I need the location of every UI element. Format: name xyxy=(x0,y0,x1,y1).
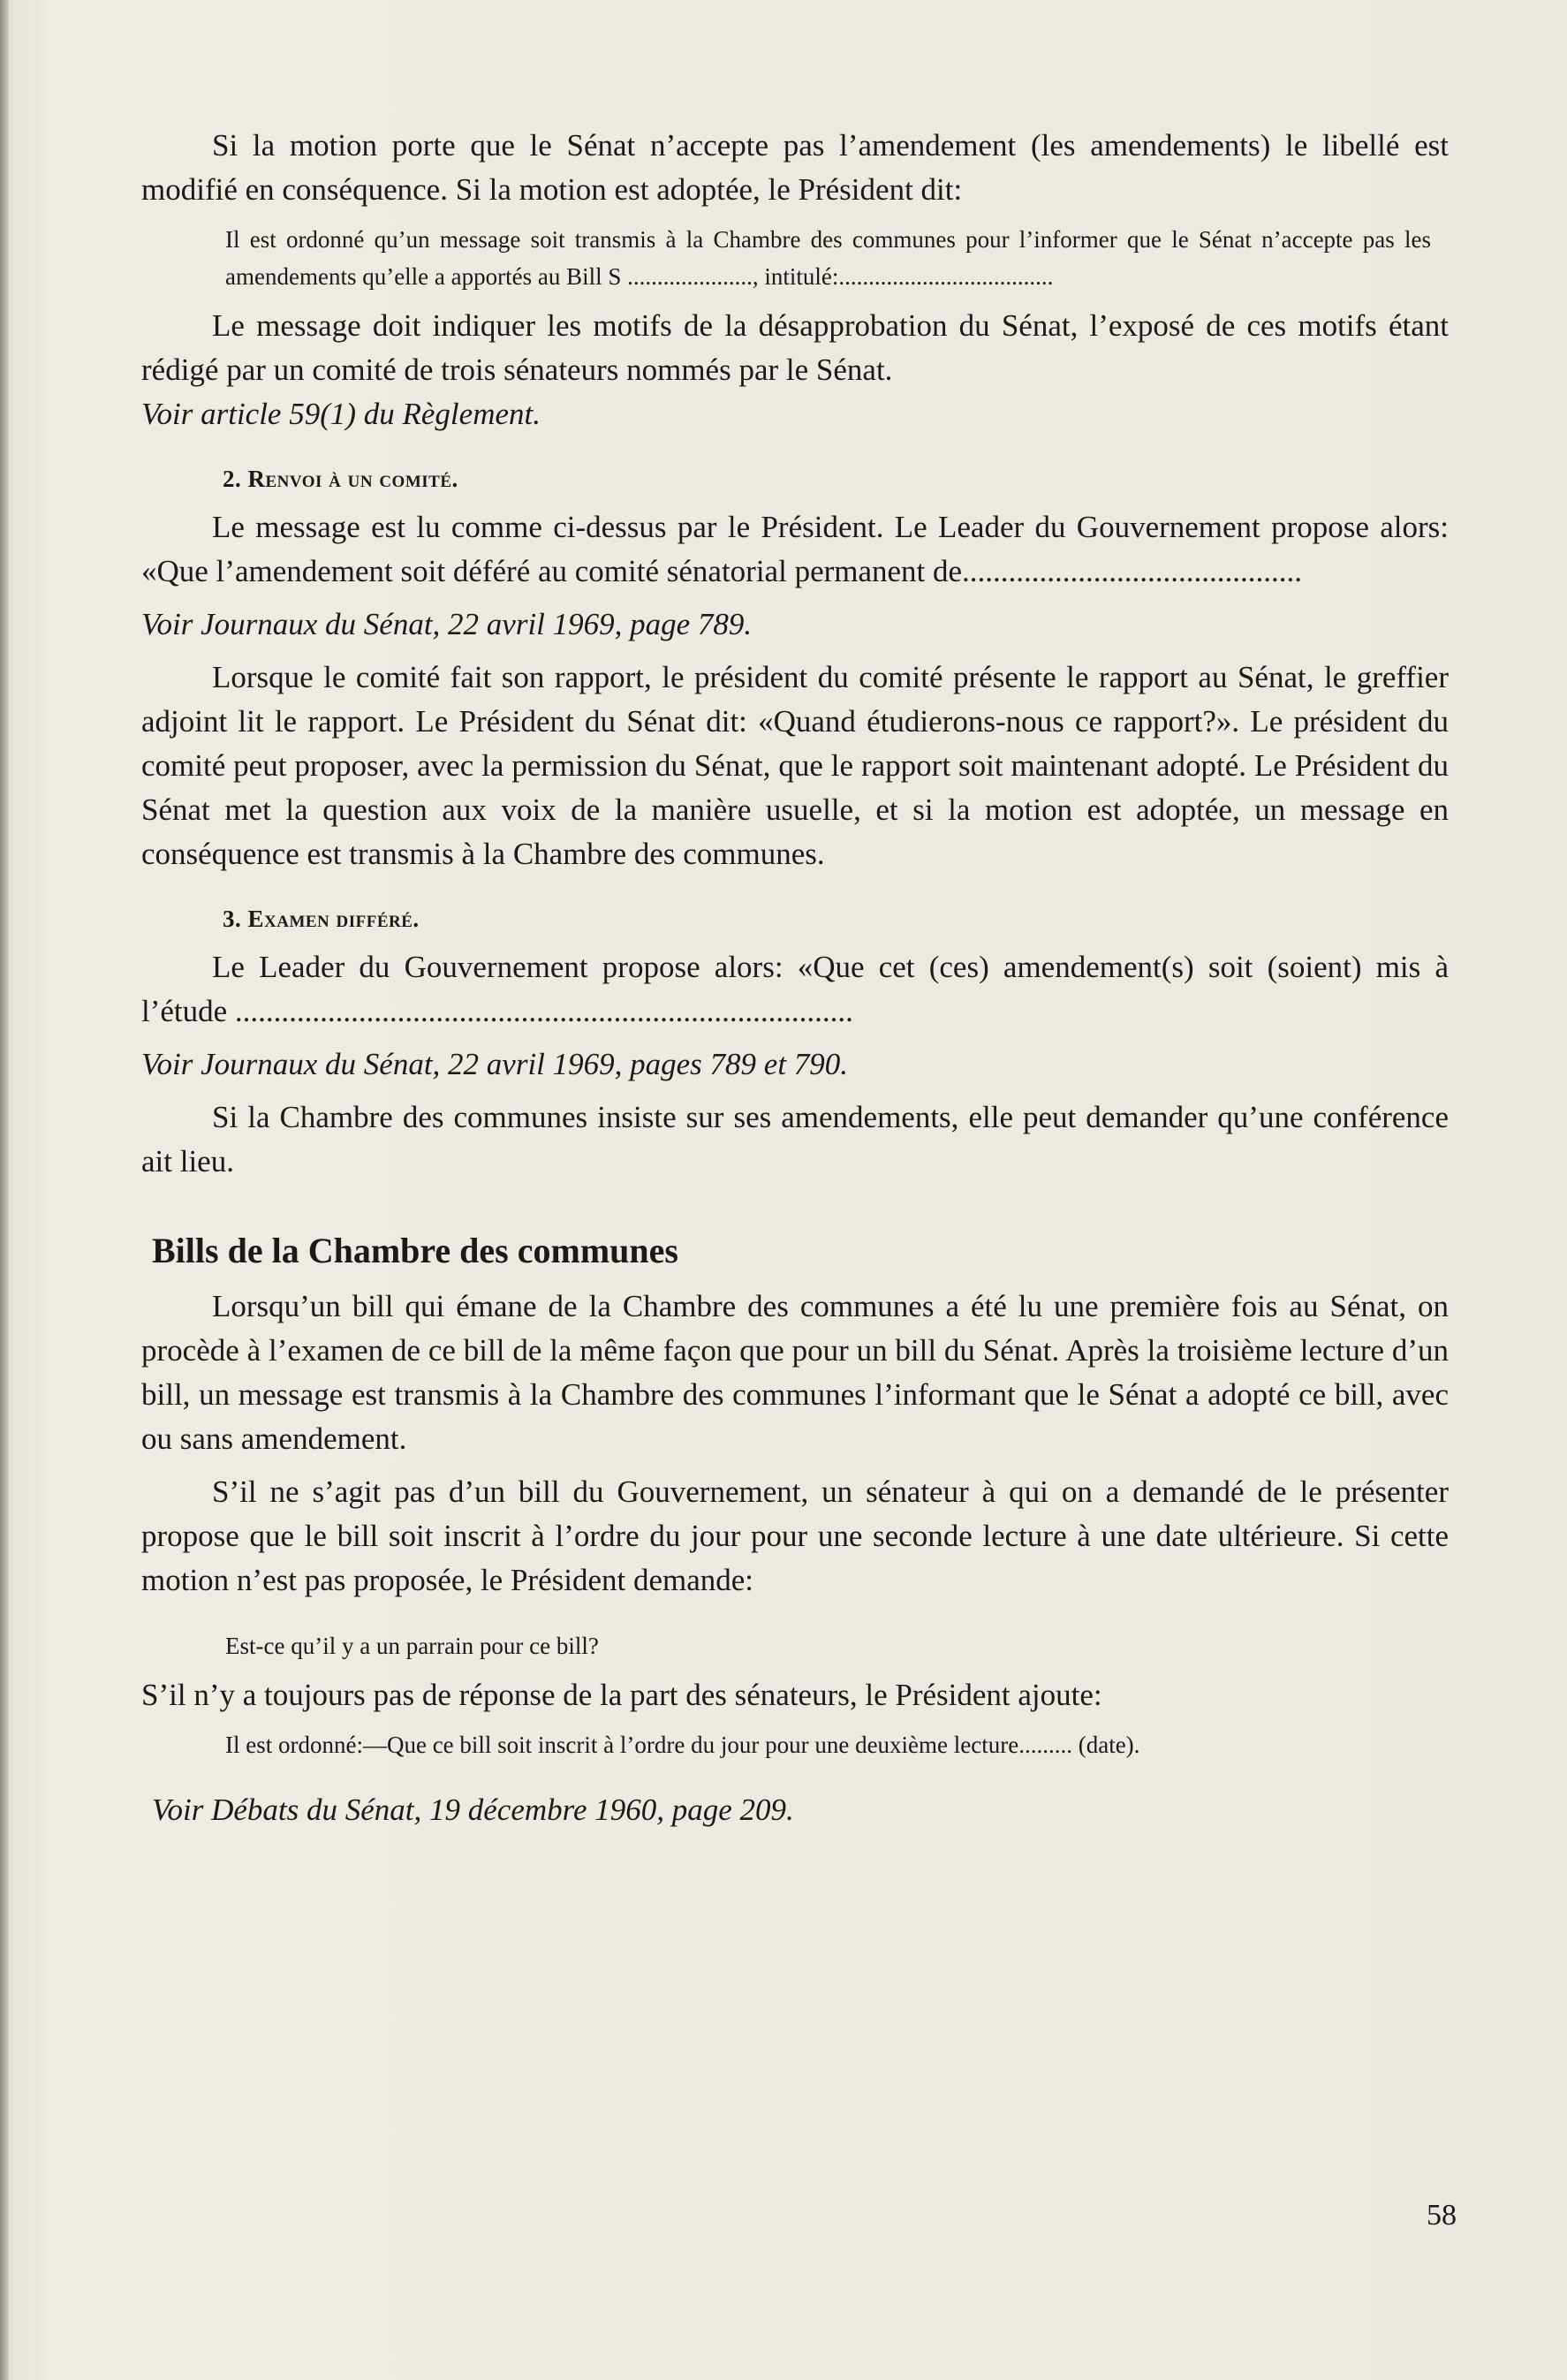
paragraph-no-response: S’il n’y a toujours pas de réponse de la part des sénateurs, le Président ajoute: xyxy=(141,1678,1102,1712)
reference-debates-209: Voir Débats du Sénat, 19 décembre 1960, page 209. xyxy=(152,1793,794,1827)
subheading-committee-referral xyxy=(223,461,1449,496)
paragraph-non-government-bill: S’il ne s’agit pas d’un bill du Gouvernement, un sénateur à qui on a demandé de le présenter propose que le bill soit inscrit à l’ordre du jour pour une seconde lecture à une date ultérieure. Si cette motion n’est pas proposée, le Président demande: xyxy=(141,1474,1449,1597)
subheading-number: 2. xyxy=(223,466,242,492)
page-number: 58 xyxy=(1427,2199,1457,2232)
quote-order-message: Il est ordonné qu’un message soit transmis à la Chambre des communes pour l’informer que le Sénat n’accepte pas les amendements qu’elle a apportés au Bill S ....................., intitulé:.................................... xyxy=(225,226,1431,290)
reference-journals-789: Voir Journaux du Sénat, 22 avril 1969, page 789. xyxy=(141,607,753,641)
paragraph-message-read: Le message est lu comme ci-dessus par le Président. Le Leader du Gouvernement propose alors: «Que l’amendement soit déféré au comité sénatorial permanent de............................................ xyxy=(141,510,1449,588)
reference-journals-789-790: Voir Journaux du Sénat, 22 avril 1969, pages 789 et 790. xyxy=(141,1047,849,1081)
subheading-deferred-examination xyxy=(223,901,1449,936)
paragraph-conference: Si la Chambre des communes insiste sur ses amendements, elle peut demander qu’une conférence ait lieu. xyxy=(141,1100,1449,1179)
paragraph-message-reasons: Le message doit indiquer les motifs de la désapprobation du Sénat, l’exposé de ces motifs étant rédigé par un comité de trois sénateurs nommés par le Sénat. xyxy=(141,308,1449,387)
paragraph-committee-report: Lorsque le comité fait son rapport, le président du comité présente le rapport au Sénat, le greffier adjoint lit le rapport. Le Président du Sénat dit: «Quand étudierons-nous ce rapport?». Le président du comité peut proposer, avec la permission du Sénat, que le rapport soit maintenant adopté. Le Président du Sénat met la question aux voix de la manière usuelle, et si la motion est adoptée, un message en conséquence est transmis à la Chambre des communes. xyxy=(141,660,1449,871)
paragraph-leader-proposes: Le Leader du Gouvernement propose alors: «Que cet (ces) amendement(s) soit (soient) mis à l’étude ................................................................................ xyxy=(141,950,1449,1028)
book-spine-shadow xyxy=(0,0,9,2380)
section-title-commons-bills: Bills de la Chambre des communes xyxy=(152,1231,678,1270)
subheading-text: Examen différé. xyxy=(247,906,420,932)
quote-sponsor-question: Est-ce qu’il y a un parrain pour ce bill? xyxy=(225,1633,599,1659)
page-content xyxy=(141,124,1449,1832)
paragraph-motion-rejects-amendment: Si la motion porte que le Sénat n’accepte pas l’amendement (les amendements) le libellé est modifié en conséquence. Si la motion est adoptée, le Président dit: xyxy=(141,128,1449,207)
reference-rule-59: Voir article 59(1) du Règlement. xyxy=(141,397,541,431)
subheading-number: 3. xyxy=(223,906,242,932)
subheading-text: Renvoi à un comité. xyxy=(247,466,458,492)
paragraph-commons-bill-first-reading: Lorsqu’un bill qui émane de la Chambre des communes a été lu une première fois au Sénat, on procède à l’examen de ce bill de la même façon que pour un bill du Sénat. Après la troisième lecture d’un bill, un message est transmis à la Chambre des communes l’informant que le Sénat a adopté ce bill, avec ou sans amendement. xyxy=(141,1289,1449,1456)
quote-order-second-reading: Il est ordonné:—Que ce bill soit inscrit à l’ordre du jour pour une deuxième lecture......... (date). xyxy=(225,1732,1140,1758)
